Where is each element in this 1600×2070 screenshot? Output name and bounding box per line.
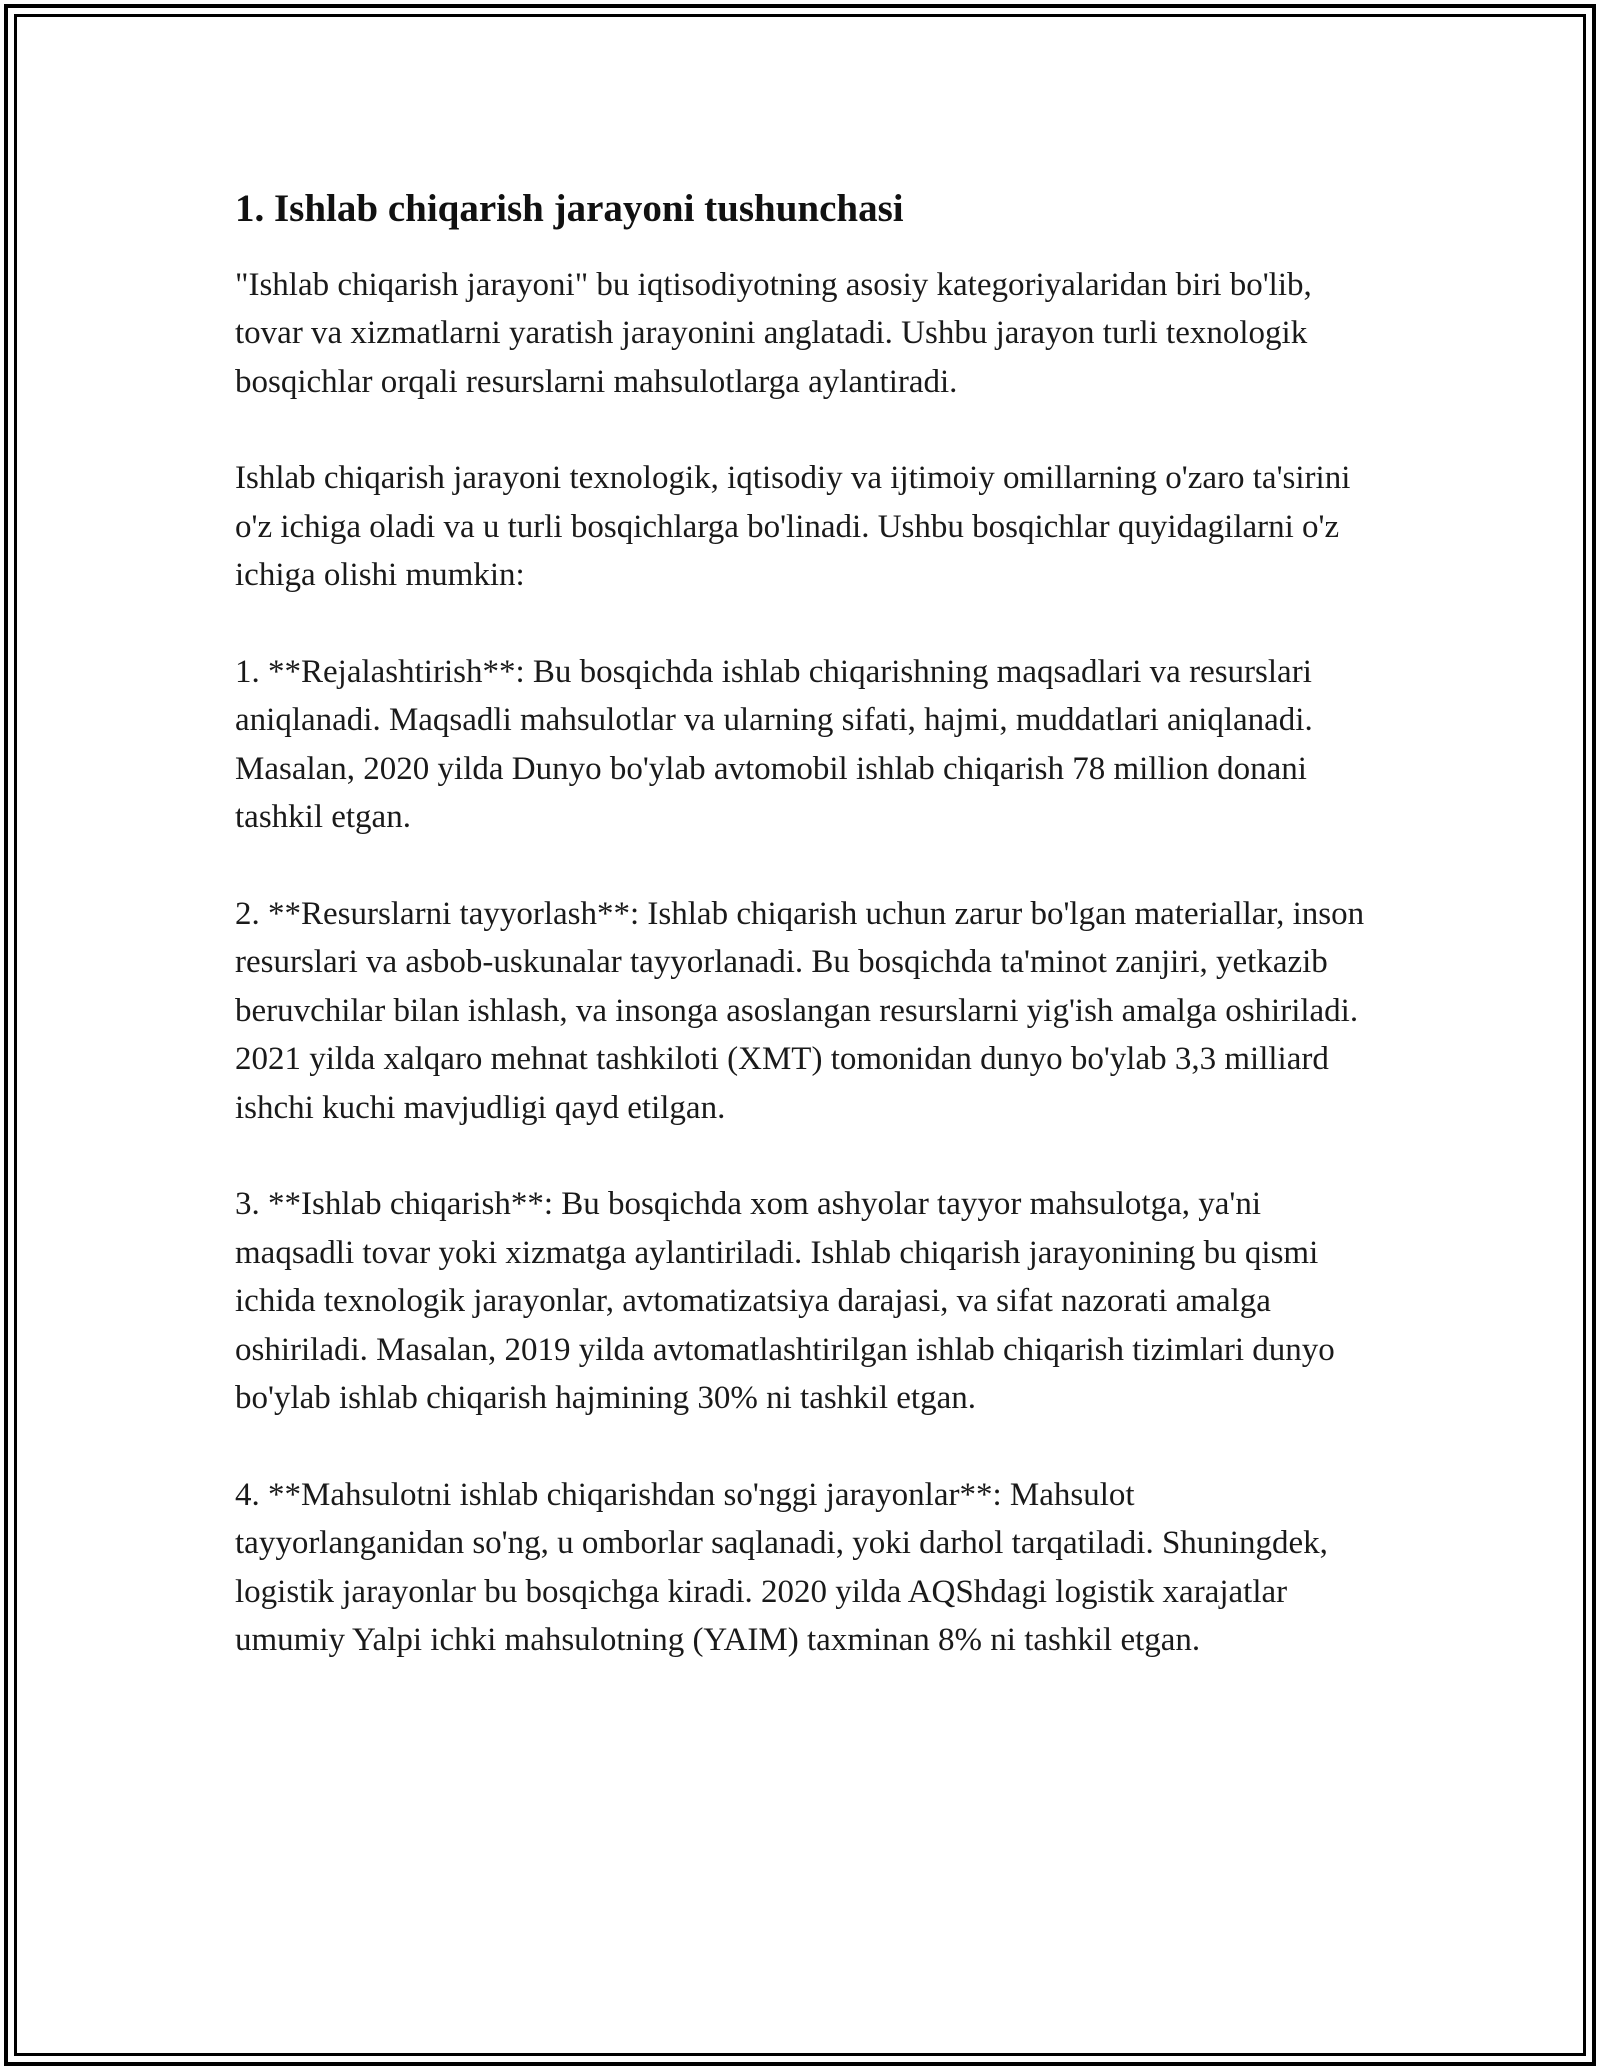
paragraph-overview: Ishlab chiqarish jarayoni texnologik, iqtisodiy va ijtimoiy omillarning o'zaro ta'sirini o'z ichiga oladi va u turli bosqichlarga bo'linadi. Ushbu bosqichlar quyidagilarni o'z ichiga olishi mumkin: <box>235 460 1351 594</box>
list-item-planning: 1. **Rejalashtirish**: Bu bosqichda ishlab chiqarishning maqsadlari va resurslari aniqlanadi. Maqsadli mahsulotlar va ularning sifati, hajmi, muddatlari aniqlanadi. Masalan, 2020 yilda Dunyo bo'ylab avtomobil ishlab chiqarish 78 million donani tashkil etgan. <box>235 653 1313 836</box>
paragraph-intro: "Ishlab chiqarish jarayoni" bu iqtisodiyotning asosiy kategoriyalaridan biri bo'lib, tovar va xizmatlarni yaratish jarayonini anglatadi. Ushbu jarayon turli texnologik bosqichlar orqali resurslarni mahsulotlarga aylantiradi. <box>235 266 1312 400</box>
list-item-production: 3. **Ishlab chiqarish**: Bu bosqichda xom ashyolar tayyor mahsulotga, ya'ni maqsadli tovar yoki xizmatga aylantiriladi. Ishlab chiqarish jarayonining bu qismi ichida texnologik jarayonlar, avtomatizatsiya darajasi, va sifat nazorati amalga oshiriladi. Masalan, 2019 yilda avtomatlashtirilgan ishlab chiqarish tizimlari dunyo bo'ylab ishlab chiqarish hajmining 30% ni tashkil etgan. <box>235 1186 1335 1417</box>
document-body <box>235 186 1370 1713</box>
document-title: 1. Ishlab chiqarish jarayoni tushunchasi <box>235 187 904 230</box>
list-item-post-production: 4. **Mahsulotni ishlab chiqarishdan so'nggi jarayonlar**: Mahsulot tayyorlanganidan so'ng, u omborlar saqlanadi, yoki darhol tarqatiladi. Shuningdek, logistik jarayonlar bu bosqichga kiradi. 2020 yilda AQShdagi logistik xarajatlar umumiy Yalpi ichki mahsulotning (YAIM) taxminan 8% ni tashkil etgan. <box>235 1476 1328 1659</box>
list-item-resources: 2. **Resurslarni tayyorlash**: Ishlab chiqarish uchun zarur bo'lgan materiallar, inson resurslari va asbob-uskunalar tayyorlanadi. Bu bosqichda ta'minot zanjiri, yetkazib beruvchilar bilan ishlash, va insonga asoslangan resurslarni yig'ish amalga oshiriladi. 2021 yilda xalqaro mehnat tashkiloti (XMT) tomonidan dunyo bo'ylab 3,3 milliard ishchi kuchi mavjudligi qayd etilgan. <box>235 895 1365 1126</box>
